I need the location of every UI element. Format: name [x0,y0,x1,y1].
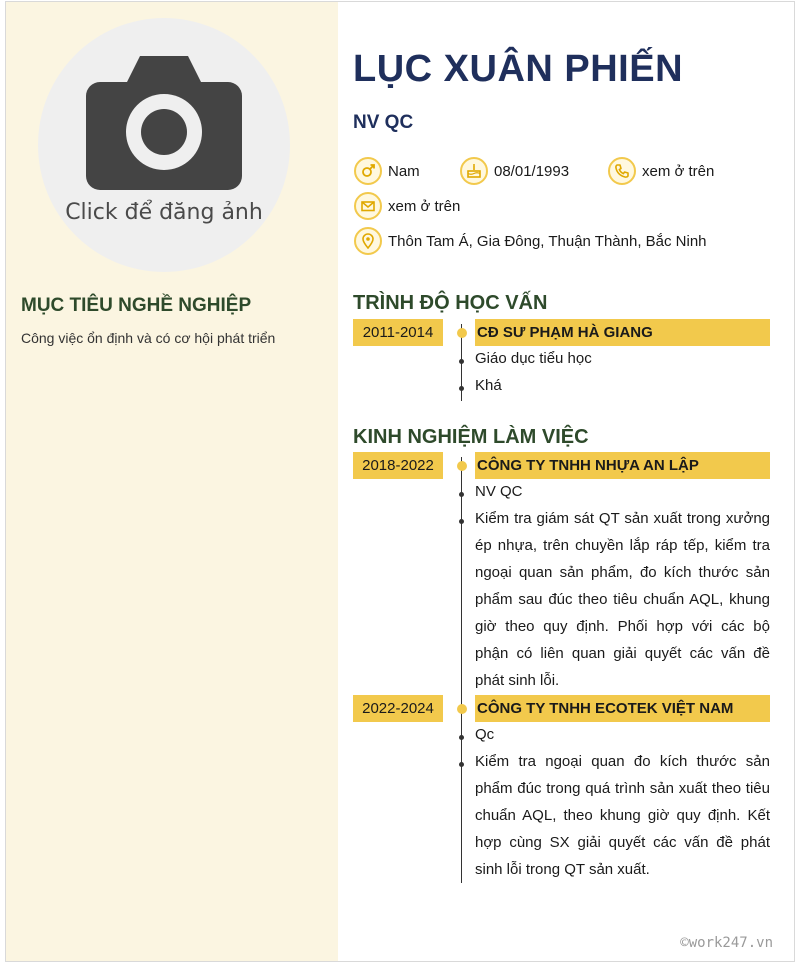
timeline-dot [457,461,467,471]
bullet [459,386,464,391]
education-title: TRÌNH ĐỘ HỌC VẤN [353,292,548,314]
birthday-info [460,157,569,185]
phone-info [608,157,714,185]
address-info [354,227,707,255]
experience-years: 2022-2024 [353,695,443,722]
email-info [354,192,460,220]
job-description: Kiểm tra ngoại quan đo kích thước sản phẩm đúc trong quá trình sản xuất theo tiêu chuẩn AQL, theo khung giờ quy định. Kết hợp cùng SX giải quyết các vấn đề phát sinh lỗi trong QT sản xuất. [475,753,770,878]
bullet [459,519,464,524]
phone-icon [608,157,636,185]
gender-info [354,157,420,185]
birthday-text: 08/01/1993 [494,162,570,180]
candidate-position: NV QC [353,112,414,133]
job-role: Qc [475,726,495,743]
cv-page [5,1,795,962]
objective-title: MỤC TIÊU NGHỀ NGHIỆP [21,295,252,316]
education-years: 2011-2014 [353,319,443,346]
photo-caption[interactable]: Click để đăng ảnh [65,200,263,225]
map-pin-icon [354,227,382,255]
camera-icon [86,54,242,190]
candidate-name: LỤC XUÂN PHIẾN [353,48,684,90]
experience-years: 2018-2022 [353,452,443,479]
gender-text: Nam [388,162,420,180]
email-icon [354,192,382,220]
bullet [459,762,464,767]
gender-icon [354,157,382,185]
experience-title: KINH NGHIỆM LÀM VIỆC [353,426,589,448]
timeline-dot [457,328,467,338]
education-major: Giáo dục tiểu học [475,350,592,367]
school-name: CĐ SƯ PHẠM HÀ GIANG [475,319,770,346]
objective-text: Công việc ổn định và có cơ hội phát triển [21,330,276,346]
company-name: CÔNG TY TNHH ECOTEK VIỆT NAM [475,695,770,722]
sidebar [6,2,338,961]
phone-text: xem ở trên [642,162,715,180]
bullet [459,735,464,740]
company-name: CÔNG TY TNHH NHỰA AN LẬP [475,452,770,479]
job-role: NV QC [475,483,523,500]
timeline-dot [457,704,467,714]
email-text: xem ở trên [388,197,461,215]
avatar-upload[interactable] [38,18,290,272]
job-description: Kiểm tra giám sát QT sản xuất trong xưởng ép nhựa, trên chuyền lắp ráp tếp, kiểm tra ngoại quan sản phẩm, đo kích thước sản phẩm sau đúc theo tiêu chuẩn AQL, khung giờ theo quy định. Phối hợp với các bộ phận có liên quan giải quyết các vấn đề phát sinh lỗi. [475,510,770,689]
bullet [459,359,464,364]
bullet [459,492,464,497]
address-text: Thôn Tam Á, Gia Đông, Thuận Thành, Bắc Ninh [388,232,707,250]
education-grade: Khá [475,377,502,394]
watermark: ©work247.vn [680,935,773,951]
birthday-cake-icon [460,157,488,185]
